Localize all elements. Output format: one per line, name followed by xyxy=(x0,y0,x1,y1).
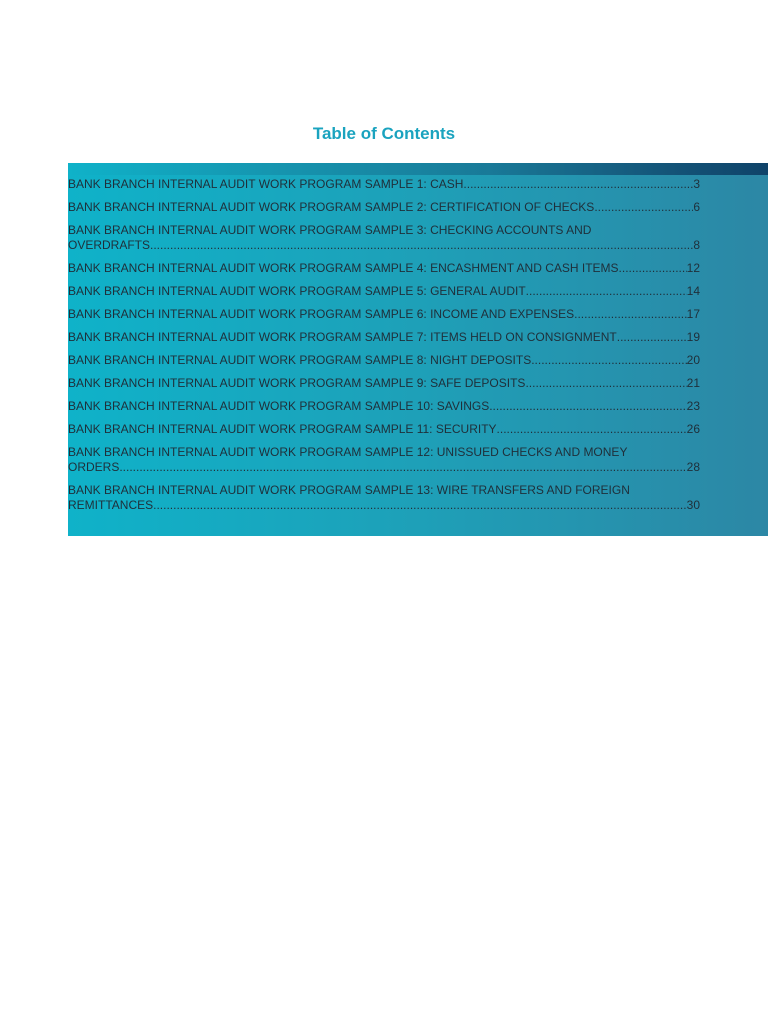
toc-list xyxy=(68,177,700,521)
toc-page-number: 17 xyxy=(686,307,700,321)
toc-dot-leader xyxy=(531,353,686,368)
toc-entry-line xyxy=(68,223,700,238)
toc-entry[interactable] xyxy=(68,223,700,253)
toc-page-number: 6 xyxy=(693,200,700,214)
toc-entry-text: BANK BRANCH INTERNAL AUDIT WORK PROGRAM SAMPLE 12: UNISSUED CHECKS AND MONEY xyxy=(68,445,628,459)
toc-entry-text: BANK BRANCH INTERNAL AUDIT WORK PROGRAM SAMPLE 2: CERTIFICATION OF CHECKS xyxy=(68,200,595,214)
toc-entry-text: BANK BRANCH INTERNAL AUDIT WORK PROGRAM SAMPLE 1: CASH xyxy=(68,177,464,191)
toc-entry[interactable] xyxy=(68,200,700,215)
toc-page-number: 30 xyxy=(686,498,700,512)
toc-page-number: 12 xyxy=(686,261,700,275)
toc-dot-leader xyxy=(497,422,687,437)
toc-entry[interactable] xyxy=(68,177,700,192)
toc-entry-line xyxy=(68,445,700,460)
toc-entry-line xyxy=(68,376,700,391)
toc-entry[interactable] xyxy=(68,445,700,475)
toc-entry-text: BANK BRANCH INTERNAL AUDIT WORK PROGRAM SAMPLE 6: INCOME AND EXPENSES xyxy=(68,307,575,321)
toc-entry-line xyxy=(68,177,700,192)
toc-entry-line xyxy=(68,498,700,513)
toc-entry[interactable] xyxy=(68,483,700,513)
toc-dot-leader xyxy=(526,284,687,299)
toc-entry-line xyxy=(68,399,700,414)
toc-entry-line xyxy=(68,307,700,322)
toc-entry-line xyxy=(68,483,700,498)
toc-entry[interactable] xyxy=(68,330,700,345)
toc-page-number: 20 xyxy=(686,353,700,367)
toc-dot-leader xyxy=(119,460,686,475)
toc-entry-text: BANK BRANCH INTERNAL AUDIT WORK PROGRAM SAMPLE 13: WIRE TRANSFERS AND FOREIGN xyxy=(68,483,630,497)
toc-entry-line xyxy=(68,200,700,215)
toc-page-number: 28 xyxy=(686,460,700,474)
toc-panel xyxy=(68,163,768,536)
toc-entry[interactable] xyxy=(68,399,700,414)
toc-page-number: 3 xyxy=(693,177,700,191)
toc-entry-line xyxy=(68,460,700,475)
toc-page-number: 21 xyxy=(686,376,700,390)
toc-dot-leader xyxy=(617,330,687,345)
toc-entry[interactable] xyxy=(68,261,700,276)
toc-entry[interactable] xyxy=(68,284,700,299)
toc-entry-line xyxy=(68,422,700,437)
toc-entry-line xyxy=(68,284,700,299)
toc-dot-leader xyxy=(619,261,687,276)
toc-dot-leader xyxy=(574,307,687,322)
toc-dot-leader xyxy=(489,399,686,414)
toc-entry-text: BANK BRANCH INTERNAL AUDIT WORK PROGRAM SAMPLE 7: ITEMS HELD ON CONSIGNMENT xyxy=(68,330,617,344)
toc-dot-leader xyxy=(463,177,693,192)
toc-dot-leader xyxy=(525,376,686,391)
toc-entry-text: BANK BRANCH INTERNAL AUDIT WORK PROGRAM SAMPLE 11: SECURITY xyxy=(68,422,497,436)
toc-entry-line xyxy=(68,330,700,345)
toc-dot-leader xyxy=(150,238,693,253)
toc-entry[interactable] xyxy=(68,307,700,322)
toc-dot-leader xyxy=(594,200,693,215)
toc-dot-leader xyxy=(153,498,687,513)
toc-page-number: 14 xyxy=(686,284,700,298)
toc-entry-line xyxy=(68,261,700,276)
toc-page-number: 23 xyxy=(686,399,700,413)
toc-entry-line xyxy=(68,238,700,253)
toc-entry[interactable] xyxy=(68,376,700,391)
toc-entry-text: BANK BRANCH INTERNAL AUDIT WORK PROGRAM SAMPLE 3: CHECKING ACCOUNTS AND xyxy=(68,223,592,237)
toc-entry-text: BANK BRANCH INTERNAL AUDIT WORK PROGRAM SAMPLE 10: SAVINGS xyxy=(68,399,490,413)
toc-title: Table of Contents xyxy=(312,124,456,143)
toc-entry[interactable] xyxy=(68,422,700,437)
toc-page-number: 8 xyxy=(693,238,700,252)
toc-page-number: 19 xyxy=(686,330,700,344)
toc-entry-text: BANK BRANCH INTERNAL AUDIT WORK PROGRAM SAMPLE 8: NIGHT DEPOSITS xyxy=(68,353,532,367)
toc-entry-text: BANK BRANCH INTERNAL AUDIT WORK PROGRAM SAMPLE 5: GENERAL AUDIT xyxy=(68,284,526,298)
toc-entry-text: BANK BRANCH INTERNAL AUDIT WORK PROGRAM SAMPLE 9: SAFE DEPOSITS xyxy=(68,376,526,390)
toc-entry-text: REMITTANCES xyxy=(68,498,154,512)
toc-entry-text: OVERDRAFTS xyxy=(68,238,151,252)
toc-entry-text: BANK BRANCH INTERNAL AUDIT WORK PROGRAM SAMPLE 4: ENCASHMENT AND CASH ITEMS xyxy=(68,261,619,275)
toc-entry-line xyxy=(68,353,700,368)
toc-page-number: 26 xyxy=(686,422,700,436)
toc-entry[interactable] xyxy=(68,353,700,368)
toc-entry-text: ORDERS xyxy=(68,460,120,474)
